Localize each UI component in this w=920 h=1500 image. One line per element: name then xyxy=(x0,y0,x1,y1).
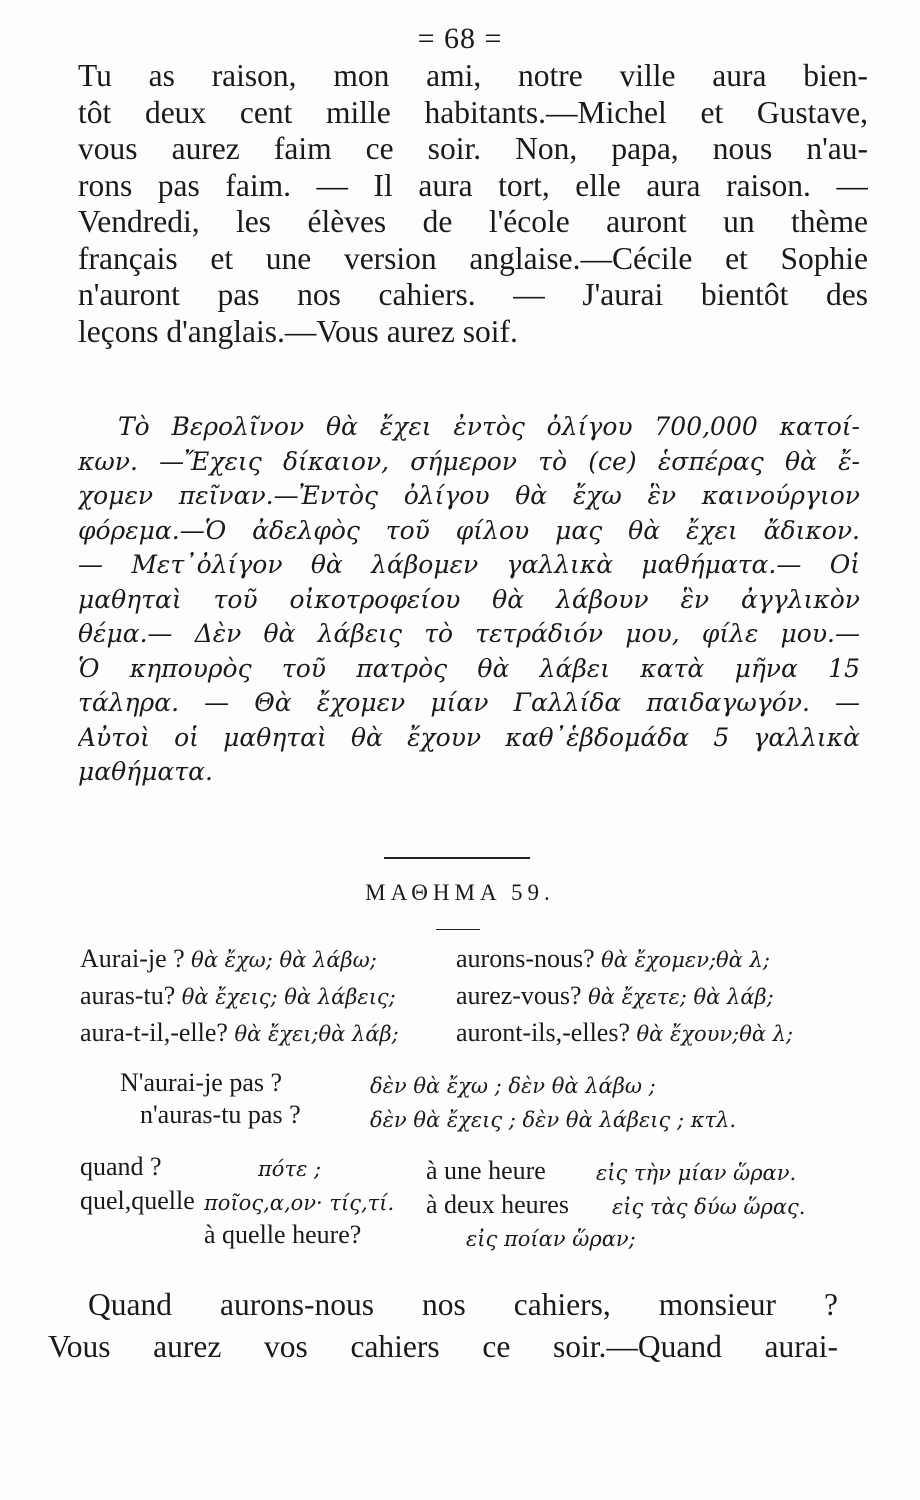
vocab-greek: εἰς τὰς δύω ὥρας. xyxy=(612,1195,806,1219)
text-line: Vendredi, les élèves de l'école auront un thème xyxy=(78,204,868,239)
negative-row xyxy=(120,1068,282,1098)
text-line: φόρεμα.—Ὁ ἀδελφὸς τοῦ φίλου μας θὰ ἔχει ἄδικον. xyxy=(78,515,860,545)
conjugation-row xyxy=(456,1018,793,1048)
greek-exercise-paragraph xyxy=(78,410,860,790)
text-line: Vous aurez vos cahiers ce soir.—Quand aurai- xyxy=(48,1329,838,1364)
page-number: = 68 = xyxy=(417,22,503,55)
negative-row xyxy=(140,1100,301,1130)
text-line: κων. —Ἔχεις δίκαιον, σήμερον τὸ (ce) ἑσπέρας θὰ ἔ- xyxy=(78,446,860,476)
french-form: auront-ils,-elles? xyxy=(456,1018,630,1047)
text-line: χομεν πεῖναν.—Ἐντὸς ὀλίγου θὰ ἔχω ἓν καινούργιον xyxy=(78,481,860,510)
greek-form: θὰ ἔχεις; θὰ λάβεις; xyxy=(181,985,396,1009)
final-exercise-paragraph xyxy=(48,1284,838,1368)
vocab-french: à quelle heure? xyxy=(204,1220,362,1249)
greek-form: θὰ ἔχω; θὰ λάβω; xyxy=(191,948,377,972)
french-form: N'aurai-je pas ? xyxy=(120,1068,283,1097)
french-form: aurons-nous? xyxy=(456,944,595,973)
french-form: Aurai-je ? xyxy=(80,944,185,973)
section-divider xyxy=(384,857,530,859)
text-line: leçons d'anglais.—Vous aurez soif. xyxy=(78,313,518,349)
vocab-french: quand ? xyxy=(80,1152,162,1181)
text-line: θέμα.— Δὲν θὰ λάβεις τὸ τετράδιόν μου, φίλε μου.— xyxy=(78,619,860,648)
text-line: français et une version anglaise.—Cécile et Sophie xyxy=(78,240,868,276)
text-line: Quand aurons-nous nos cahiers, monsieur ? xyxy=(88,1287,838,1322)
vocab-greek: ποῖος,α,ον· τίς,τί. xyxy=(204,1191,395,1215)
french-form: n'auras-tu pas ? xyxy=(140,1100,301,1129)
vocab-greek: πότε ; xyxy=(258,1157,322,1181)
text-line: μαθηταὶ τοῦ οἰκοτροφείου θὰ λάβουν ἓν ἀγγλικὸν xyxy=(78,584,860,614)
vocab-greek: εἰς τὴν μίαν ὥραν. xyxy=(596,1161,797,1185)
vocab-greek: εἰς ποίαν ὥραν; xyxy=(466,1227,636,1251)
text-line: Ὁ κηπουρὸς τοῦ πατρὸς θὰ λάβει κατὰ μῆνα 15 xyxy=(78,653,860,683)
text-line: n'auront pas nos cahiers. — J'aurai bientôt des xyxy=(78,277,868,312)
french-form: aura-t-il,-elle? xyxy=(80,1018,228,1047)
vocab-french: quel,quelle xyxy=(80,1186,195,1215)
french-form: auras-tu? xyxy=(80,981,176,1010)
vocab-french: à une heure xyxy=(426,1156,546,1185)
conjugation-row xyxy=(456,981,774,1011)
greek-form: δὲν θὰ ἔχεις ; δὲν θὰ λάβεις ; κτλ. xyxy=(370,1108,737,1132)
text-line: Tu as raison, mon ami, notre ville aura bien- xyxy=(78,58,868,93)
negative-row xyxy=(370,1070,656,1100)
french-form: aurez-vous? xyxy=(456,981,582,1010)
conjugation-row xyxy=(80,981,396,1011)
french-exercise-paragraph xyxy=(78,58,868,350)
text-line: — Μετ᾽ὀλίγον θὰ λάβομεν γαλλικὰ μαθήματα.— Οἱ xyxy=(78,550,860,579)
text-line: vous aurez faim ce soir. Non, papa, nous n'au- xyxy=(78,131,868,166)
lesson-title: ΜΑΘΗΜΑ 59. xyxy=(365,880,555,905)
text-line: Τὸ Βερολῖνον θὰ ἔχει ἐντὸς ὀλίγου 700,000 κατοί- xyxy=(118,412,860,441)
greek-form: θὰ ἔχει;θὰ λάβ; xyxy=(234,1022,399,1046)
text-line: rons pas faim. — Il aura tort, elle aura raison. — xyxy=(78,167,868,203)
greek-form: δὲν θὰ ἔχω ; δὲν θὰ λάβω ; xyxy=(370,1074,656,1098)
greek-form: θὰ ἔχετε; θὰ λάβ; xyxy=(588,985,774,1009)
vocab-french: à deux heures xyxy=(426,1190,569,1219)
conjugation-row xyxy=(456,944,770,974)
greek-form: θὰ ἔχουν;θὰ λ; xyxy=(636,1022,794,1046)
greek-form: θὰ ἔχομεν;θὰ λ; xyxy=(601,948,770,972)
text-line: Αὐτοὶ οἱ μαθηταὶ θὰ ἔχουν καθ᾽ἑβδομάδα 5 γαλλικὰ xyxy=(78,722,860,752)
conjugation-row xyxy=(80,944,377,974)
text-line: τάληρα. — Θὰ ἔχομεν μίαν Γαλλίδα παιδαγωγόν. — xyxy=(78,688,860,717)
negative-row xyxy=(370,1104,736,1134)
text-line: tôt deux cent mille habitants.—Michel et Gustave, xyxy=(78,94,868,130)
text-line: μαθήματα. xyxy=(78,757,213,786)
title-underline xyxy=(436,929,480,930)
conjugation-row xyxy=(80,1018,399,1048)
